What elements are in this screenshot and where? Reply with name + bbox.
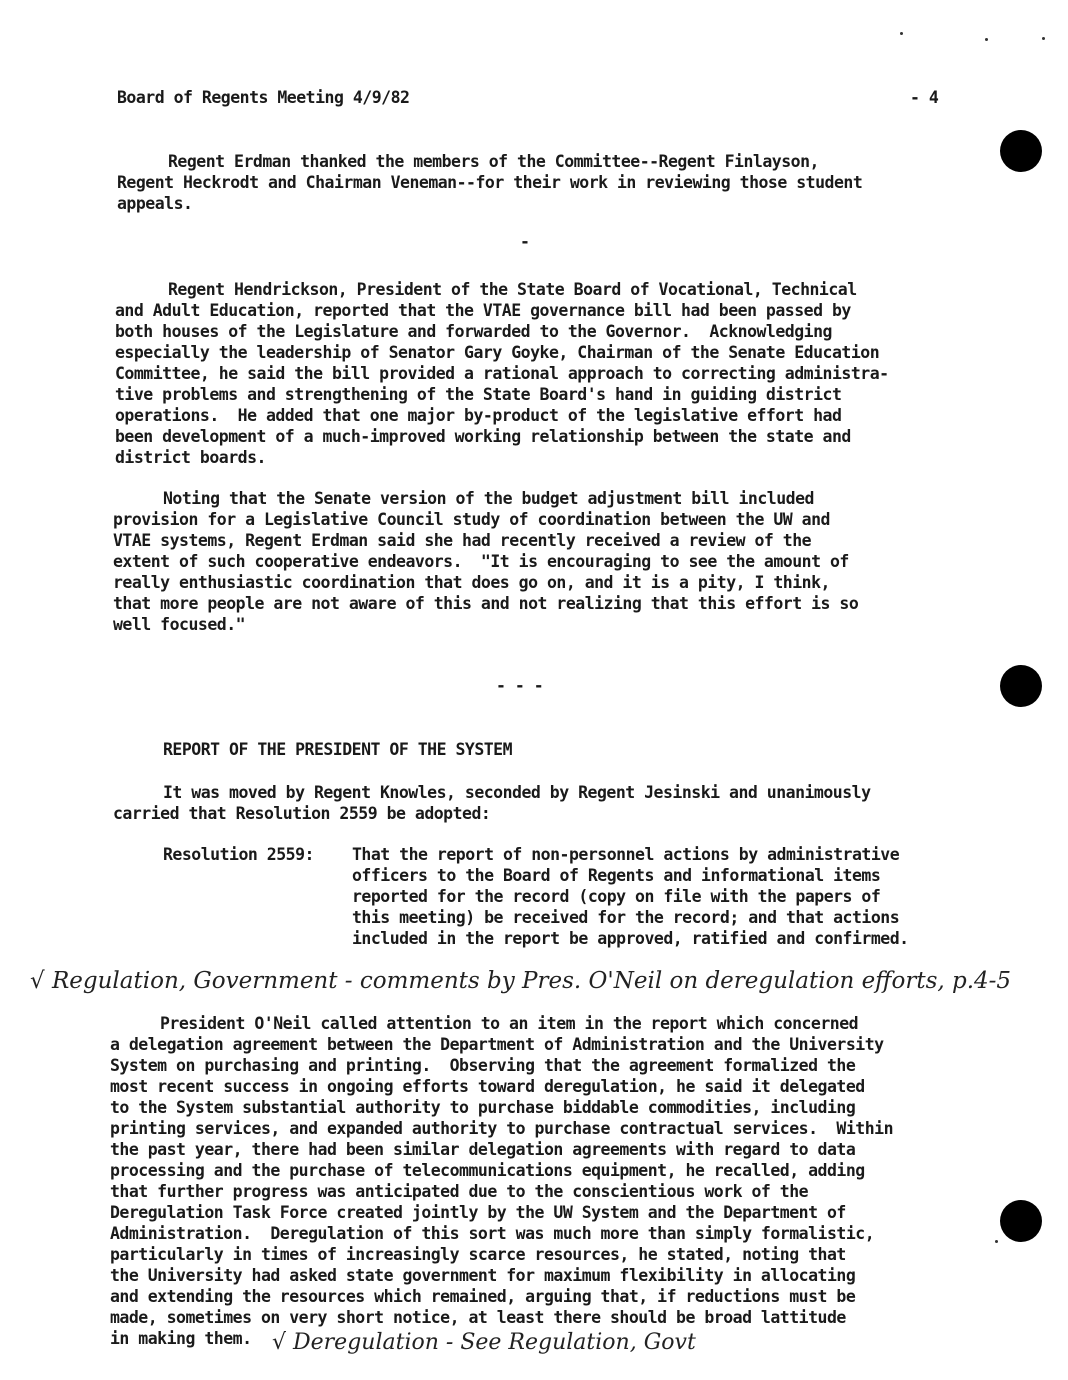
text-line: Regent Erdman thanked the members of the Committee--Regent Finlayson, xyxy=(168,152,819,171)
text-line: President O'Neil called attention to an item in the report which concerned xyxy=(160,1014,859,1033)
text-line: tive problems and strengthening of the State Board's hand in guiding district xyxy=(115,385,842,404)
separator-dash: - xyxy=(520,232,530,251)
text-line: made, sometimes on very short notice, at least there should be broad lattitude xyxy=(110,1308,846,1327)
text-line: the University had asked state government for maximum flexibility in allocating xyxy=(110,1266,856,1285)
text-line: provision for a Legislative Council study of coordination between the UW and xyxy=(113,510,830,529)
text-line: Deregulation Task Force created jointly by the UW System and the Department of xyxy=(110,1203,846,1222)
text-line: been development of a much-improved working relationship between the state and xyxy=(115,427,851,446)
text-line: operations. He added that one major by-product of the legislative effort had xyxy=(115,406,842,425)
text-line: included in the report be approved, ratified and confirmed. xyxy=(352,929,909,948)
text-line: a delegation agreement between the Department of Administration and the University xyxy=(110,1035,884,1054)
text-line: and extending the resources which remained, arguing that, if reductions must be xyxy=(110,1287,856,1306)
text-line: both houses of the Legislature and forwarded to the Governor. Acknowledging xyxy=(115,322,832,341)
header-title: Board of Regents Meeting 4/9/82 xyxy=(117,88,410,107)
text-line: Regent Hendrickson, President of the State Board of Vocational, Technical xyxy=(168,280,857,299)
scan-speck xyxy=(1042,37,1045,40)
scan-speck xyxy=(985,38,988,41)
punch-hole-middle xyxy=(1000,665,1042,707)
text-line: that further progress was anticipated due to the conscientious work of the xyxy=(110,1182,809,1201)
text-line: especially the leadership of Senator Gary Goyke, Chairman of the Senate Education xyxy=(115,343,880,362)
text-line: It was moved by Regent Knowles, seconded by Regent Jesinski and unanimously xyxy=(163,783,871,802)
text-line: System on purchasing and printing. Observing that the agreement formalized the xyxy=(110,1056,856,1075)
text-line: processing and the purchase of telecommunications equipment, he recalled, adding xyxy=(110,1161,865,1180)
section-heading: REPORT OF THE PRESIDENT OF THE SYSTEM xyxy=(163,740,513,759)
text-line: Noting that the Senate version of the budget adjustment bill included xyxy=(163,489,814,508)
text-line: that more people are not aware of this and not realizing that this effort is so xyxy=(113,594,859,613)
separator-dashes: - - - xyxy=(496,676,544,695)
text-line: particularly in times of increasingly scarce resources, he stated, noting that xyxy=(110,1245,846,1264)
text-line: and Adult Education, reported that the VTAE governance bill had been passed by xyxy=(115,301,851,320)
text-line: reported for the record (copy on file with the papers of xyxy=(352,887,881,906)
text-line: That the report of non-personnel actions by administrative xyxy=(352,845,900,864)
text-line: Committee, he said the bill provided a rational approach to correcting administra- xyxy=(115,364,889,383)
text-line: district boards. xyxy=(115,448,266,467)
punch-hole-bottom xyxy=(1000,1200,1042,1242)
text-line: most recent success in ongoing efforts toward deregulation, he said it delegated xyxy=(110,1077,865,1096)
text-line: printing services, and expanded authority to purchase contractual services. Within xyxy=(110,1119,894,1138)
resolution-label: Resolution 2559: xyxy=(163,845,314,864)
punch-hole-top xyxy=(1000,130,1042,172)
text-line: Administration. Deregulation of this sort was much more than simply formalistic, xyxy=(110,1224,875,1243)
text-line: in making them. xyxy=(110,1329,252,1348)
handwritten-annotation-regulation: √ Regulation, Government - comments by Pres. O'Neil on deregulation efforts, p.4-5 xyxy=(30,968,1012,994)
text-line: really enthusiastic coordination that does go on, and it is a pity, I think, xyxy=(113,573,830,592)
text-line: VTAE systems, Regent Erdman said she had recently received a review of the xyxy=(113,531,812,550)
page-number: - 4 xyxy=(910,88,939,107)
text-line: to the System substantial authority to purchase biddable commodities, including xyxy=(110,1098,856,1117)
text-line: carried that Resolution 2559 be adopted: xyxy=(113,804,491,823)
text-line: this meeting) be received for the record; and that actions xyxy=(352,908,900,927)
text-line: the past year, there had been similar delegation agreements with regard to data xyxy=(110,1140,856,1159)
text-line: extent of such cooperative endeavors. "It is encouraging to see the amount of xyxy=(113,552,849,571)
text-line: appeals. xyxy=(117,194,193,213)
text-line: well focused." xyxy=(113,615,246,634)
text-line: Regent Heckrodt and Chairman Veneman--for their work in reviewing those student xyxy=(117,173,863,192)
scan-speck xyxy=(900,32,903,35)
handwritten-annotation-deregulation: √ Deregulation - See Regulation, Govt xyxy=(272,1330,696,1355)
scan-speck xyxy=(995,1240,998,1243)
text-line: officers to the Board of Regents and informational items xyxy=(352,866,881,885)
